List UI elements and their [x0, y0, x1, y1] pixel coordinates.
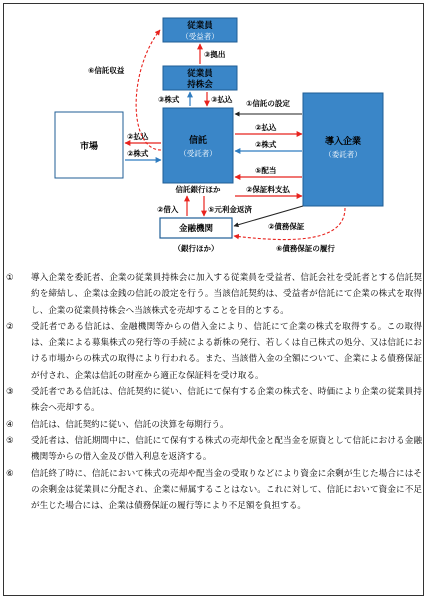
- market-node: [55, 112, 123, 178]
- item-number: ④: [6, 419, 14, 430]
- bank-caption: （銀行ほか）: [173, 244, 219, 253]
- item-text: 受託者である信託は、信託契約に従い、信託にて保有する企業の株式を、時価により企業の従業員持株会へ売却する。: [31, 387, 422, 414]
- association-title-2: 持株会: [187, 80, 213, 90]
- company-sub: （委託者）: [324, 150, 362, 159]
- association-title: 従業員: [187, 69, 213, 79]
- employee-sub: （受益者）: [181, 32, 219, 41]
- item-text: 受託者である信託は、金融機関等からの借入金により、信託にて企業の株式を取得する。この取得は、企業による募集株式の発行等の手続による新株の発行、若しくは自己株式の処分、又は信託における市場からの株式の取得により行われる。また、当該借入金の全額について、企業による債務保証が付され、企業は信託の財産から適正な保証料を受け取る。: [31, 321, 422, 381]
- item-number: ①: [6, 273, 14, 283]
- trust-sub: （受託者）: [179, 149, 217, 158]
- guarantee-label: ②債務保証: [268, 222, 305, 231]
- trust-setting-label: ①信託の設定: [246, 99, 290, 108]
- description-item-1: [6, 270, 422, 319]
- association-node: [163, 66, 237, 90]
- employee-title: 従業員: [187, 21, 213, 31]
- item-text: 信託は、信託契約に従い、信託の決算を毎期行う。: [31, 419, 229, 430]
- item-text: 信託終了時に、信託において株式の売却や配当金の受取りなどにより資金に余剰が生じた場合にはその余剰金は従業員に分配され、企業に帰属することはない。これに対して、信託において資金に不足が生じた場合には、企業は債務保証の履行等により不足額を負担する。: [31, 468, 422, 512]
- company-node: [303, 93, 383, 206]
- bank-title: 金融機関: [178, 224, 214, 234]
- trust-node: [163, 108, 233, 183]
- trust-scheme-diagram: [0, 0, 428, 270]
- company-title: 導入企業: [324, 137, 362, 147]
- guarantee-perform-label: ⑥債務保証の履行: [276, 244, 335, 253]
- trust-bank-label: 信託銀行ほか: [175, 185, 221, 194]
- description-item-6: [6, 466, 422, 515]
- pay2-market-label: ②払込: [127, 132, 149, 141]
- description-item-3: [6, 384, 422, 417]
- dividend-label: ⑤配当: [255, 166, 277, 175]
- item-text: 受託者は、信託期間中に、信託にて保有する株式の売却代金と配当金を原資として信託における金融機関等からの借入金及び借入利息を返済する。: [31, 435, 422, 463]
- trust-title: 信託: [188, 136, 208, 146]
- item-number: ③: [6, 387, 14, 398]
- employee-node: [163, 18, 237, 42]
- pay2-company-label: ②払込: [255, 123, 277, 132]
- stock3-label: ③株式: [158, 95, 180, 104]
- guarantee-fee-label: ②保証料支払: [246, 185, 290, 194]
- description-item-4: [6, 417, 422, 433]
- repay-label: ⑤元利金返済: [208, 205, 252, 214]
- bank-node: [160, 218, 232, 238]
- description-item-2: [6, 319, 422, 384]
- item-number: ②: [6, 321, 14, 332]
- item-text: 導入企業を委託者、企業の従業員持株会に加入する従業員を受益者、信託会社を受託者とする信託契約を締結し、企業は金銭の信託の設定を行う。当該信託契約は、受益者が信託にて企業の株式を取得し、企業の従業員持株会へ当該株式を売却することを目的とする。: [31, 273, 422, 316]
- stock2-market-label: ②株式: [127, 149, 149, 158]
- description-item-5: [6, 433, 422, 466]
- description-list: [6, 270, 422, 514]
- borrow-label: ②借入: [157, 205, 179, 214]
- item-number: ⑤: [6, 435, 14, 446]
- pay3-label: ③払込: [211, 95, 233, 104]
- item-number: ⑥: [6, 468, 14, 479]
- trust-income-label: ⑥信託収益: [88, 66, 125, 75]
- market-title: 市場: [79, 142, 99, 152]
- stock2-company-label: ②株式: [255, 140, 277, 149]
- deposit-label: ③拠出: [204, 50, 226, 59]
